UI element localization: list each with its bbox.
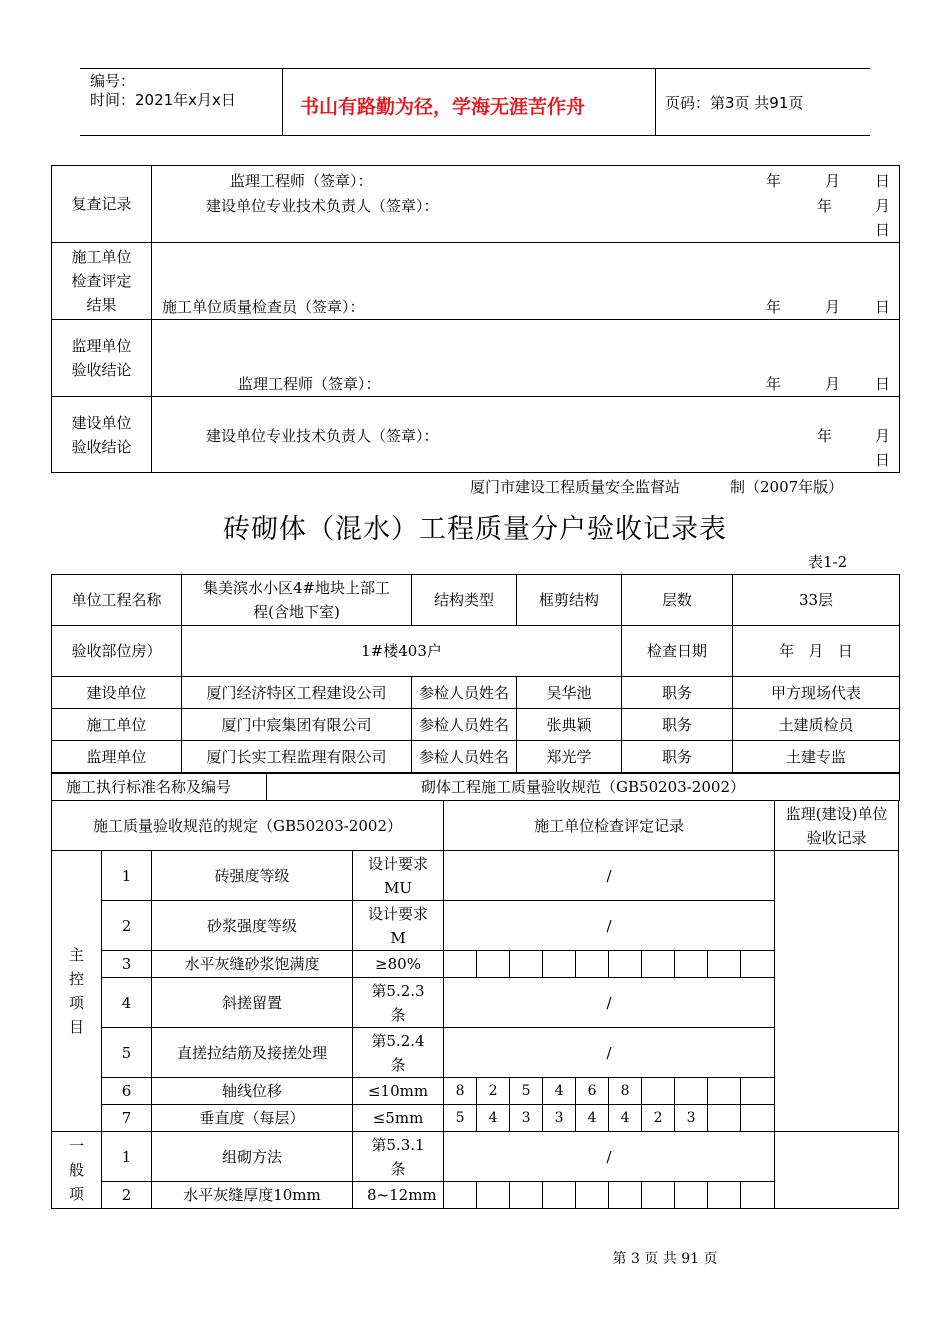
position-label: 职务 bbox=[622, 709, 733, 741]
supervisor-record-cell bbox=[775, 851, 899, 1132]
header-divider bbox=[282, 68, 283, 136]
form-title: 砖砌体（混水）工程质量分户验收记录表 bbox=[223, 514, 727, 545]
not-applicable-mark: / bbox=[444, 978, 775, 1028]
date-year: 年 bbox=[766, 298, 782, 316]
check-value bbox=[642, 1078, 675, 1105]
info-table bbox=[51, 574, 900, 773]
owner-position: 甲方现场代表 bbox=[733, 677, 900, 709]
check-value: 5 bbox=[510, 1078, 543, 1105]
check-value bbox=[741, 1078, 775, 1105]
item-number: 7 bbox=[102, 1105, 152, 1132]
check-value bbox=[477, 951, 510, 978]
item-requirement: 设计要求MU bbox=[353, 851, 444, 901]
check-value bbox=[576, 1182, 609, 1209]
standard-table bbox=[51, 773, 900, 801]
check-value bbox=[444, 1182, 477, 1209]
item-requirement: ≤10mm bbox=[353, 1078, 444, 1105]
structure-label: 结构类型 bbox=[412, 575, 517, 626]
item-requirement: 设计要求M bbox=[353, 901, 444, 951]
check-value bbox=[609, 1182, 642, 1209]
date-day: 日 bbox=[875, 172, 891, 190]
date-month: 月 bbox=[825, 172, 841, 190]
owner-unit-value: 厦门经济特区工程建设公司 bbox=[182, 677, 412, 709]
page-footer: 第 3 页 共 91 页 bbox=[612, 1251, 718, 1267]
check-value bbox=[510, 1182, 543, 1209]
spec-header: 施工质量验收规范的规定（GB50203-2002） bbox=[52, 801, 444, 851]
check-value bbox=[543, 951, 576, 978]
supervisor-record-cell bbox=[775, 1132, 899, 1209]
check-value: 4 bbox=[543, 1078, 576, 1105]
check-value bbox=[543, 1182, 576, 1209]
item-requirement: 第5.2.4条 bbox=[353, 1028, 444, 1078]
items-body bbox=[52, 851, 899, 1209]
table-row bbox=[52, 1182, 899, 1209]
item-name: 水平灰缝砂浆饱满度 bbox=[152, 951, 353, 978]
date-month: 月 bbox=[875, 427, 891, 445]
check-value bbox=[675, 1182, 708, 1209]
check-value bbox=[609, 951, 642, 978]
builder-unit-label: 施工单位 bbox=[52, 709, 182, 741]
builder-unit-value: 厦门中宸集团有限公司 bbox=[182, 709, 412, 741]
supervision-signer: 监理工程师（签章）： bbox=[238, 375, 381, 393]
date-year: 年 bbox=[817, 197, 833, 215]
check-value bbox=[708, 951, 741, 978]
table-row bbox=[52, 978, 899, 1028]
issuer-made: 制（2007年版） bbox=[730, 478, 844, 496]
owner-unit-label: 建设单位 bbox=[52, 677, 182, 709]
check-value bbox=[675, 951, 708, 978]
check-value: 4 bbox=[609, 1105, 642, 1132]
item-requirement: ≥80% bbox=[353, 951, 444, 978]
item-number: 4 bbox=[102, 978, 152, 1028]
date-month: 月 bbox=[825, 375, 841, 393]
check-value bbox=[510, 951, 543, 978]
item-name: 轴线位移 bbox=[152, 1078, 353, 1105]
header-bottom-rule bbox=[80, 135, 870, 136]
review-owner: 建设单位专业技术负责人（签章）： bbox=[206, 197, 439, 215]
check-value bbox=[675, 1078, 708, 1105]
check-value: 4 bbox=[576, 1105, 609, 1132]
check-value: 5 bbox=[444, 1105, 477, 1132]
supervisor-position: 土建专监 bbox=[733, 741, 900, 773]
owner-cell bbox=[152, 397, 900, 473]
position-label: 职务 bbox=[622, 741, 733, 773]
review-label: 复查记录 bbox=[52, 166, 152, 243]
supervisor-unit-value: 厦门长实工程监理有限公司 bbox=[182, 741, 412, 773]
standard-label: 施工执行标准名称及编号 bbox=[52, 774, 267, 801]
check-value: 3 bbox=[675, 1105, 708, 1132]
check-value: 8 bbox=[444, 1078, 477, 1105]
check-value: 8 bbox=[609, 1078, 642, 1105]
construction-inspector: 施工单位质量检查员（签章）： bbox=[162, 298, 365, 316]
item-requirement: ≤5mm bbox=[353, 1105, 444, 1132]
review-supervisor: 监理工程师（签章）： bbox=[230, 172, 373, 190]
check-value: 2 bbox=[642, 1105, 675, 1132]
signoff-table bbox=[51, 165, 900, 473]
item-requirement: 第5.2.3条 bbox=[353, 978, 444, 1028]
review-cell bbox=[152, 166, 900, 243]
builder-record-header: 施工单位检查评定记录 bbox=[444, 801, 775, 851]
check-value bbox=[642, 951, 675, 978]
not-applicable-mark: / bbox=[444, 1028, 775, 1078]
table-row bbox=[52, 1105, 899, 1132]
item-number: 6 bbox=[102, 1078, 152, 1105]
builder-position: 土建质检员 bbox=[733, 709, 900, 741]
owner-label: 建设单位验收结论 bbox=[52, 397, 152, 473]
item-number: 5 bbox=[102, 1028, 152, 1078]
date-day: 日 bbox=[875, 221, 891, 239]
item-number: 2 bbox=[102, 901, 152, 951]
standard-value: 砌体工程施工质量验收规范（GB50203-2002） bbox=[267, 774, 900, 801]
item-number: 2 bbox=[102, 1182, 152, 1209]
inspector-label: 参检人员姓名 bbox=[412, 741, 517, 773]
supervisor-unit-label: 监理单位 bbox=[52, 741, 182, 773]
check-value bbox=[642, 1182, 675, 1209]
general-group-label: 一般项 bbox=[52, 1132, 102, 1209]
check-value: 4 bbox=[477, 1105, 510, 1132]
item-number: 1 bbox=[102, 1132, 152, 1182]
header-top-rule bbox=[80, 68, 870, 69]
item-name: 斜搓留置 bbox=[152, 978, 353, 1028]
builder-person: 张典颖 bbox=[517, 709, 622, 741]
main-group-label: 主控项目 bbox=[52, 851, 102, 1132]
not-applicable-mark: / bbox=[444, 1132, 775, 1182]
date-day: 日 bbox=[875, 298, 891, 316]
check-date-label: 检查日期 bbox=[622, 626, 733, 677]
date-year: 年 bbox=[766, 172, 782, 190]
date-month: 月 bbox=[825, 298, 841, 316]
check-value bbox=[741, 951, 775, 978]
item-name: 组砌方法 bbox=[152, 1132, 353, 1182]
time-label: 时间：2021年x月x日 bbox=[90, 91, 236, 109]
project-label: 单位工程名称 bbox=[52, 575, 182, 626]
not-applicable-mark: / bbox=[444, 851, 775, 901]
check-value bbox=[576, 951, 609, 978]
item-name: 砂浆强度等级 bbox=[152, 901, 353, 951]
check-value: 3 bbox=[543, 1105, 576, 1132]
check-value bbox=[708, 1105, 741, 1132]
check-value: 6 bbox=[576, 1078, 609, 1105]
check-value bbox=[708, 1078, 741, 1105]
table-number: 表1-2 bbox=[808, 553, 848, 571]
check-value bbox=[708, 1182, 741, 1209]
issuer: 厦门市建设工程质量安全监督站 bbox=[470, 478, 681, 496]
table-row bbox=[52, 1078, 899, 1105]
item-requirement: 8~12mm bbox=[353, 1182, 444, 1209]
check-value bbox=[477, 1182, 510, 1209]
items-table bbox=[51, 800, 899, 1209]
check-date-value: 年 月 日 bbox=[733, 626, 900, 677]
table-row bbox=[52, 851, 899, 901]
supervisor-person: 郑光学 bbox=[517, 741, 622, 773]
position-label: 职务 bbox=[622, 677, 733, 709]
owner-signer: 建设单位专业技术负责人（签章）： bbox=[206, 427, 439, 445]
construction-label: 施工单位检查评定结果 bbox=[52, 243, 152, 320]
not-applicable-mark: / bbox=[444, 901, 775, 951]
check-value: 3 bbox=[510, 1105, 543, 1132]
check-value: 2 bbox=[477, 1078, 510, 1105]
table-row bbox=[52, 951, 899, 978]
table-row bbox=[52, 1132, 899, 1182]
supervision-cell bbox=[152, 320, 900, 397]
date-day: 日 bbox=[875, 451, 891, 469]
floors-label: 层数 bbox=[622, 575, 733, 626]
part-value: 1#楼403户 bbox=[182, 626, 622, 677]
supervision-label: 监理单位验收结论 bbox=[52, 320, 152, 397]
item-name: 水平灰缝厚度10mm bbox=[152, 1182, 353, 1209]
item-number: 3 bbox=[102, 951, 152, 978]
date-year: 年 bbox=[766, 375, 782, 393]
check-value bbox=[444, 951, 477, 978]
table-row bbox=[52, 901, 899, 951]
project-value: 集美滨水小区4#地块上部工程(含地下室) bbox=[182, 575, 412, 626]
check-value bbox=[741, 1182, 775, 1209]
date-month: 月 bbox=[875, 197, 891, 215]
date-day: 日 bbox=[875, 375, 891, 393]
page-label: 页码：第3页 共91页 bbox=[665, 94, 804, 112]
structure-value: 框剪结构 bbox=[517, 575, 622, 626]
inspector-label: 参检人员姓名 bbox=[412, 709, 517, 741]
item-name: 垂直度（每层） bbox=[152, 1105, 353, 1132]
floors-value: 33层 bbox=[733, 575, 900, 626]
check-value bbox=[741, 1105, 775, 1132]
table-row bbox=[52, 1028, 899, 1078]
serial-label: 编号： bbox=[90, 72, 136, 90]
supervisor-record-header: 监理(建设)单位验收记录 bbox=[775, 801, 899, 851]
item-name: 直搓拉结筋及接搓处理 bbox=[152, 1028, 353, 1078]
item-number: 1 bbox=[102, 851, 152, 901]
header-slogan: 书山有路勤为径，学海无涯苦作舟 bbox=[300, 96, 586, 118]
part-label: 验收部位房） bbox=[52, 626, 182, 677]
construction-cell bbox=[152, 243, 900, 320]
owner-person: 吴华池 bbox=[517, 677, 622, 709]
inspector-label: 参检人员姓名 bbox=[412, 677, 517, 709]
item-name: 砖强度等级 bbox=[152, 851, 353, 901]
date-year: 年 bbox=[817, 427, 833, 445]
header-divider bbox=[655, 68, 656, 136]
item-requirement: 第5.3.1条 bbox=[353, 1132, 444, 1182]
